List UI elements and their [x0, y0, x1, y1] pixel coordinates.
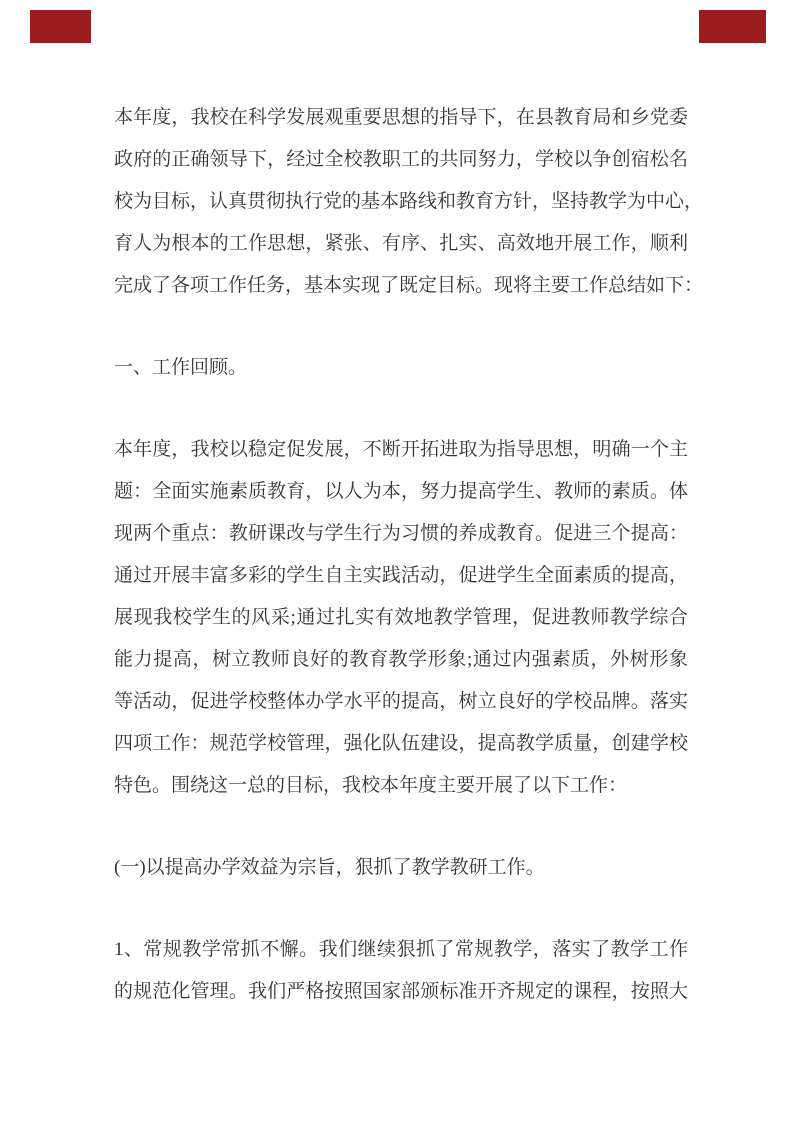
text-line: 通过开展丰富多彩的学生自主实践活动，促进学生全面素质的提高，	[114, 565, 688, 586]
text-line: 校为目标，认真贯彻执行党的基本路线和教育方针，坚持教学为中心，	[114, 191, 704, 212]
text-line: 完成了各项工作任务，基本实现了既定目标。现将主要工作总结如下：	[114, 275, 704, 296]
text-line: 1、常规教学常抓不懈。我们继续狠抓了常规教学，落实了教学工作	[114, 939, 688, 960]
document-content	[114, 97, 704, 1053]
text-line: 特色。围绕这一总的目标，我校本年度主要开展了以下工作：	[114, 775, 628, 796]
heading-block	[114, 347, 688, 389]
text-line: 本年度，我校在科学发展观重要思想的指导下，在县教育局和乡党委	[114, 107, 688, 128]
text-line: 四项工作：规范学校管理，强化队伍建设，提高教学质量，创建学校	[114, 733, 688, 754]
text-line: 现两个重点：教研课改与学生行为习惯的养成教育。促进三个提高：	[114, 523, 688, 544]
text-line: 能力提高，树立教师良好的教育教学形象;通过内强素质，外树形象	[114, 649, 688, 670]
text-line: (一)以提高办学效益为宗旨，狠抓了教学教研工作。	[114, 857, 545, 878]
text-line: 育人为根本的工作思想，紧张、有序、扎实、高效地开展工作，顺利	[114, 233, 688, 254]
header-fragment-right	[699, 10, 766, 43]
text-line: 一、工作回顾。	[114, 357, 248, 378]
paragraph-block	[114, 97, 704, 307]
text-line: 等活动，促进学校整体办学水平的提高，树立良好的学校品牌。落实	[114, 691, 688, 712]
text-line: 本年度，我校以稳定促发展，不断开拓进取为指导思想，明确一个主	[114, 439, 688, 460]
heading-block	[114, 847, 688, 889]
paragraph-block	[114, 429, 688, 807]
text-line: 展现我校学生的风采;通过扎实有效地教学管理，促进教师教学综合	[114, 607, 688, 628]
text-line: 政府的正确领导下，经过全校教职工的共同努力，学校以争创宿松名	[114, 149, 688, 170]
text-line: 的规范化管理。我们严格按照国家部颁标准开齐规定的课程，按照大	[114, 981, 688, 1002]
paragraph-block	[114, 929, 688, 1013]
header-fragment-left	[30, 10, 91, 43]
text-line: 题：全面实施素质教育，以人为本，努力提高学生、教师的素质。体	[114, 481, 688, 502]
